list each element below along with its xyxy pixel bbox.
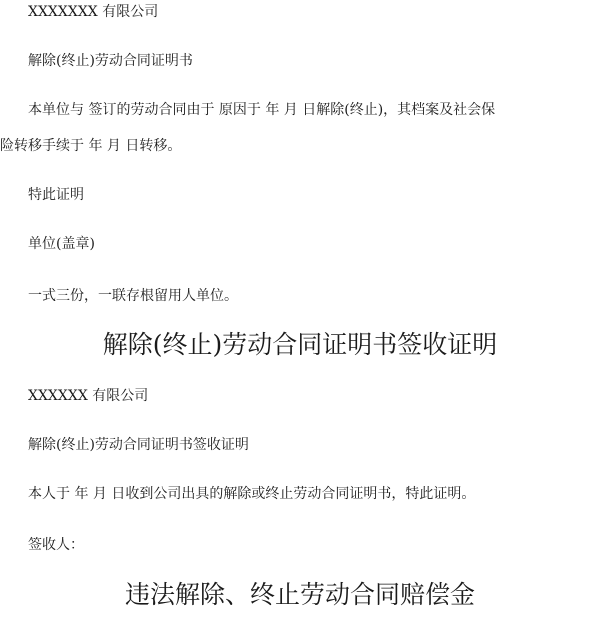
signer-label: 签收人： xyxy=(28,537,84,553)
certificate-body-line-1: 本单位与 签订的劳动合同由于 原因于 年 月 日解除(终止)，其档案及社会保 xyxy=(28,102,496,118)
copies-note: 一式三份，一联存根留用人单位。 xyxy=(28,288,238,304)
receipt-body: 本人于 年 月 日收到公司出具的解除或终止劳动合同证明书，特此证明。 xyxy=(28,486,476,502)
receipt-heading: 解除(终止)劳动合同证明书签收证明 xyxy=(102,330,498,359)
receipt-title: 解除(终止)劳动合同证明书签收证明 xyxy=(28,437,249,453)
certificate-body-line-2: 险转移手续于 年 月 日转移。 xyxy=(0,138,182,154)
certificate-title: 解除(终止)劳动合同证明书 xyxy=(28,53,193,69)
receipt-company-name: XXXXXX 有限公司 xyxy=(28,388,149,404)
certify-statement: 特此证明 xyxy=(28,187,84,203)
compensation-section-heading: 违法解除、终止劳动合同赔偿金 xyxy=(124,580,475,609)
company-seal-label: 单位(盖章) xyxy=(28,236,95,252)
company-name: XXXXXXX 有限公司 xyxy=(28,4,159,20)
